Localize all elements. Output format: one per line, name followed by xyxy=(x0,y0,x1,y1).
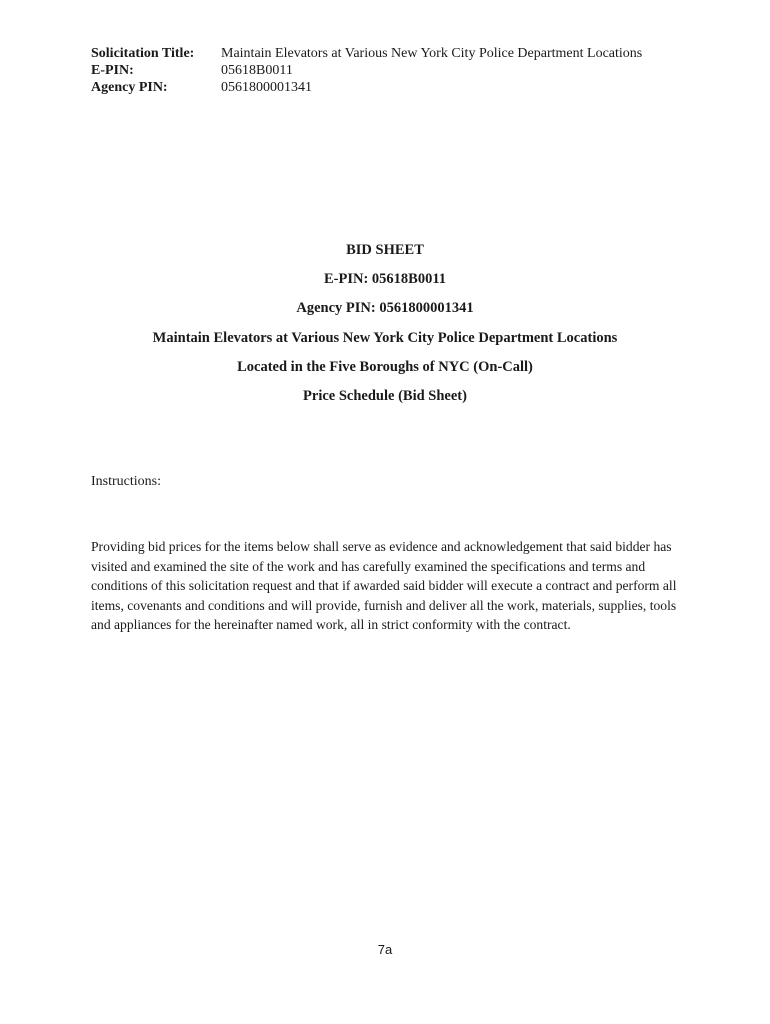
solicitation-header xyxy=(91,45,642,96)
instructions-label: Instructions: xyxy=(91,474,161,489)
agency-pin-row xyxy=(91,79,642,96)
bid-sheet-epin: E-PIN: 05618B0011 xyxy=(323,271,447,288)
agency-pin-value: 0561800001341 xyxy=(221,80,312,95)
bid-sheet-subtitle: Price Schedule (Bid Sheet) xyxy=(303,387,467,404)
agency-pin-label: Agency PIN: xyxy=(91,80,168,95)
bid-sheet-heading: BID SHEET xyxy=(346,242,424,258)
instructions-paragraph: Providing bid prices for the items below shall serve as evidence and acknowledgement that said bidder has visited and examined the site of the work and has carefully examined the specifications and terms and conditions of this solicitation request and that if awarded said bidder will execute a contract and perform all items, covenants and conditions and will provide, furnish and deliver all the work, materials, supplies, tools and appliances for the hereinafter named work, all in strict conformity with the contract. xyxy=(91,539,677,632)
bid-sheet-location: Located in the Five Boroughs of NYC (On-Call) xyxy=(237,358,533,375)
bid-sheet-title-block xyxy=(0,240,770,415)
page-number: 7a xyxy=(377,942,393,957)
bid-sheet-agency-pin: Agency PIN: 0561800001341 xyxy=(296,300,474,317)
bid-sheet-project-title: Maintain Elevators at Various New York City Police Department Locations xyxy=(152,329,618,346)
epin-value: 05618B0011 xyxy=(221,63,293,78)
solicitation-title-label: Solicitation Title: xyxy=(91,46,195,61)
solicitation-title-row xyxy=(91,45,642,62)
epin-row xyxy=(91,62,642,79)
epin-label: E-PIN: xyxy=(91,63,134,78)
solicitation-title-value: Maintain Elevators at Various New York City Police Department Locations xyxy=(221,46,643,61)
